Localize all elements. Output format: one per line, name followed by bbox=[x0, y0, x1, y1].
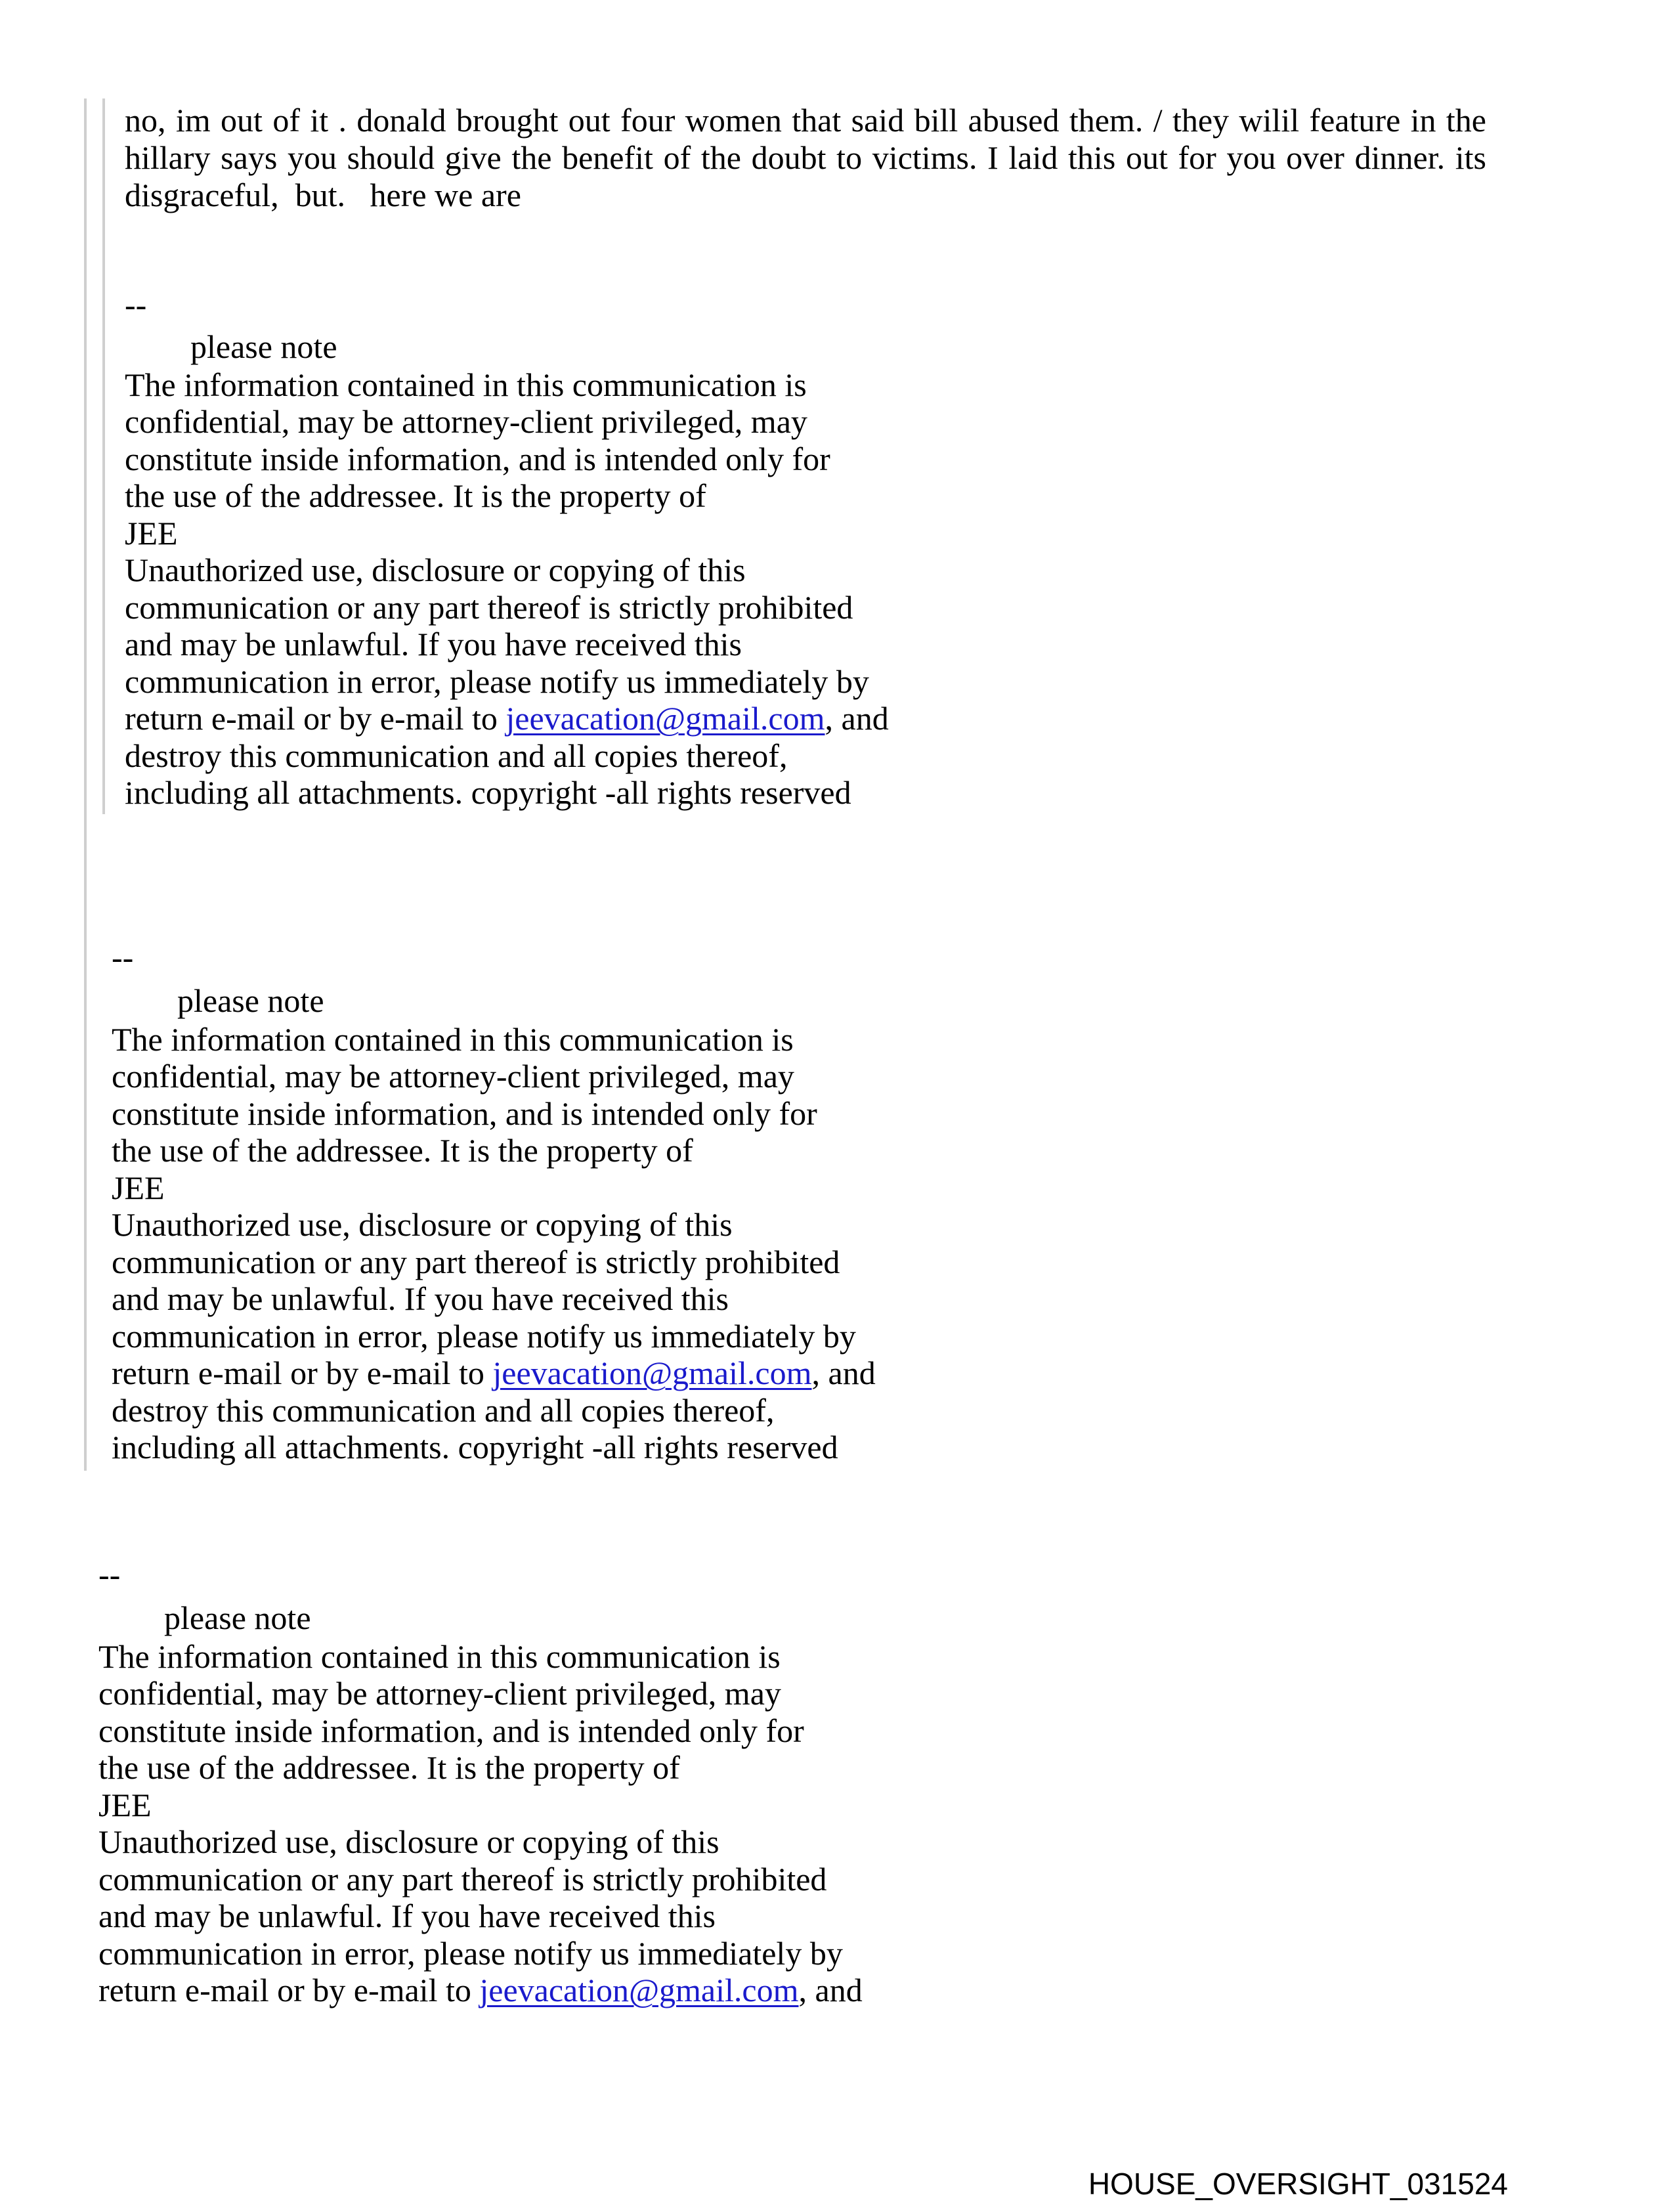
disclaimer-line: communication or any part thereof is strictly prohibited bbox=[112, 1244, 840, 1280]
disclaimer-line: destroy this communication and all copies thereof, bbox=[125, 737, 788, 774]
email-link[interactable]: jeevacation@gmail.com bbox=[492, 1355, 812, 1391]
disclaimer-line: Unauthorized use, disclosure or copying of this bbox=[112, 1206, 733, 1243]
message-line: disgraceful, but. here we are bbox=[125, 177, 521, 213]
disclaimer-line: Unauthorized use, disclosure or copying of this bbox=[98, 1823, 719, 1860]
signature-separator: -- bbox=[98, 1556, 121, 1593]
disclaimer-line: communication or any part thereof is strictly prohibited bbox=[98, 1861, 827, 1898]
please-note-heading: please note bbox=[164, 1599, 311, 1636]
disclaimer-line: and may be unlawful. If you have received this bbox=[112, 1280, 729, 1317]
disclaimer-return-line bbox=[112, 1355, 876, 1391]
disclaimer-line: constitute inside information, and is intended only for bbox=[112, 1095, 817, 1132]
disclaimer-line: including all attachments. copyright -all rights reserved bbox=[112, 1429, 838, 1465]
email-link[interactable]: jeevacation@gmail.com bbox=[479, 1972, 799, 2008]
quote-bar-inner bbox=[102, 98, 105, 814]
disclaimer-line: constitute inside information, and is intended only for bbox=[125, 441, 830, 477]
message-line: hillary says you should give the benefit of the doubt to victims. I laid this out for you over dinner. its bbox=[125, 139, 1486, 176]
disclaimer-line: constitute inside information, and is intended only for bbox=[98, 1712, 804, 1749]
disclaimer-line: The information contained in this communication is bbox=[125, 366, 807, 403]
disclaimer-line: JEE bbox=[112, 1169, 165, 1206]
disclaimer-line: JEE bbox=[125, 515, 178, 552]
disclaimer-line: communication in error, please notify us immediately by bbox=[98, 1935, 843, 1972]
signature-separator: -- bbox=[112, 939, 134, 976]
email-link[interactable]: jeevacation@gmail.com bbox=[505, 700, 825, 737]
return-suffix: , and bbox=[798, 1972, 863, 2008]
disclaimer-line: confidential, may be attorney-client privileged, may bbox=[98, 1675, 781, 1712]
bates-number: HOUSE_OVERSIGHT_031524 bbox=[1088, 2167, 1508, 2201]
disclaimer-line: Unauthorized use, disclosure or copying of this bbox=[125, 552, 746, 588]
message-line: no, im out of it . donald brought out four women that said bill abused them. / they wilil feature in the bbox=[125, 102, 1486, 139]
disclaimer-line: The information contained in this communication is bbox=[98, 1638, 781, 1675]
disclaimer-return-line bbox=[125, 700, 889, 737]
disclaimer-line: communication in error, please notify us immediately by bbox=[112, 1318, 856, 1355]
please-note-heading: please note bbox=[177, 982, 324, 1019]
disclaimer-line: destroy this communication and all copies thereof, bbox=[112, 1392, 775, 1429]
disclaimer-line: the use of the addressee. It is the property of bbox=[125, 477, 706, 514]
return-prefix: return e-mail or by e-mail to bbox=[112, 1355, 493, 1391]
disclaimer-line: The information contained in this communication is bbox=[112, 1021, 794, 1058]
disclaimer-line: confidential, may be attorney-client privileged, may bbox=[125, 403, 807, 440]
quote-bar-outer bbox=[84, 98, 87, 1471]
disclaimer-line: including all attachments. copyright -all rights reserved bbox=[125, 774, 851, 811]
return-prefix: return e-mail or by e-mail to bbox=[125, 700, 506, 737]
return-prefix: return e-mail or by e-mail to bbox=[98, 1972, 480, 2008]
please-note-heading: please note bbox=[190, 328, 337, 365]
disclaimer-return-line bbox=[98, 1972, 863, 2008]
disclaimer-line: communication or any part thereof is strictly prohibited bbox=[125, 589, 853, 626]
return-suffix: , and bbox=[811, 1355, 876, 1391]
return-suffix: , and bbox=[825, 700, 889, 737]
disclaimer-line: communication in error, please notify us immediately by bbox=[125, 663, 869, 700]
disclaimer-line: JEE bbox=[98, 1787, 152, 1823]
disclaimer-line: the use of the addressee. It is the property of bbox=[98, 1749, 680, 1786]
disclaimer-line: confidential, may be attorney-client privileged, may bbox=[112, 1058, 794, 1095]
disclaimer-line: the use of the addressee. It is the property of bbox=[112, 1132, 693, 1169]
disclaimer-line: and may be unlawful. If you have received this bbox=[125, 626, 742, 662]
signature-separator: -- bbox=[125, 286, 147, 323]
disclaimer-line: and may be unlawful. If you have received this bbox=[98, 1898, 716, 1934]
